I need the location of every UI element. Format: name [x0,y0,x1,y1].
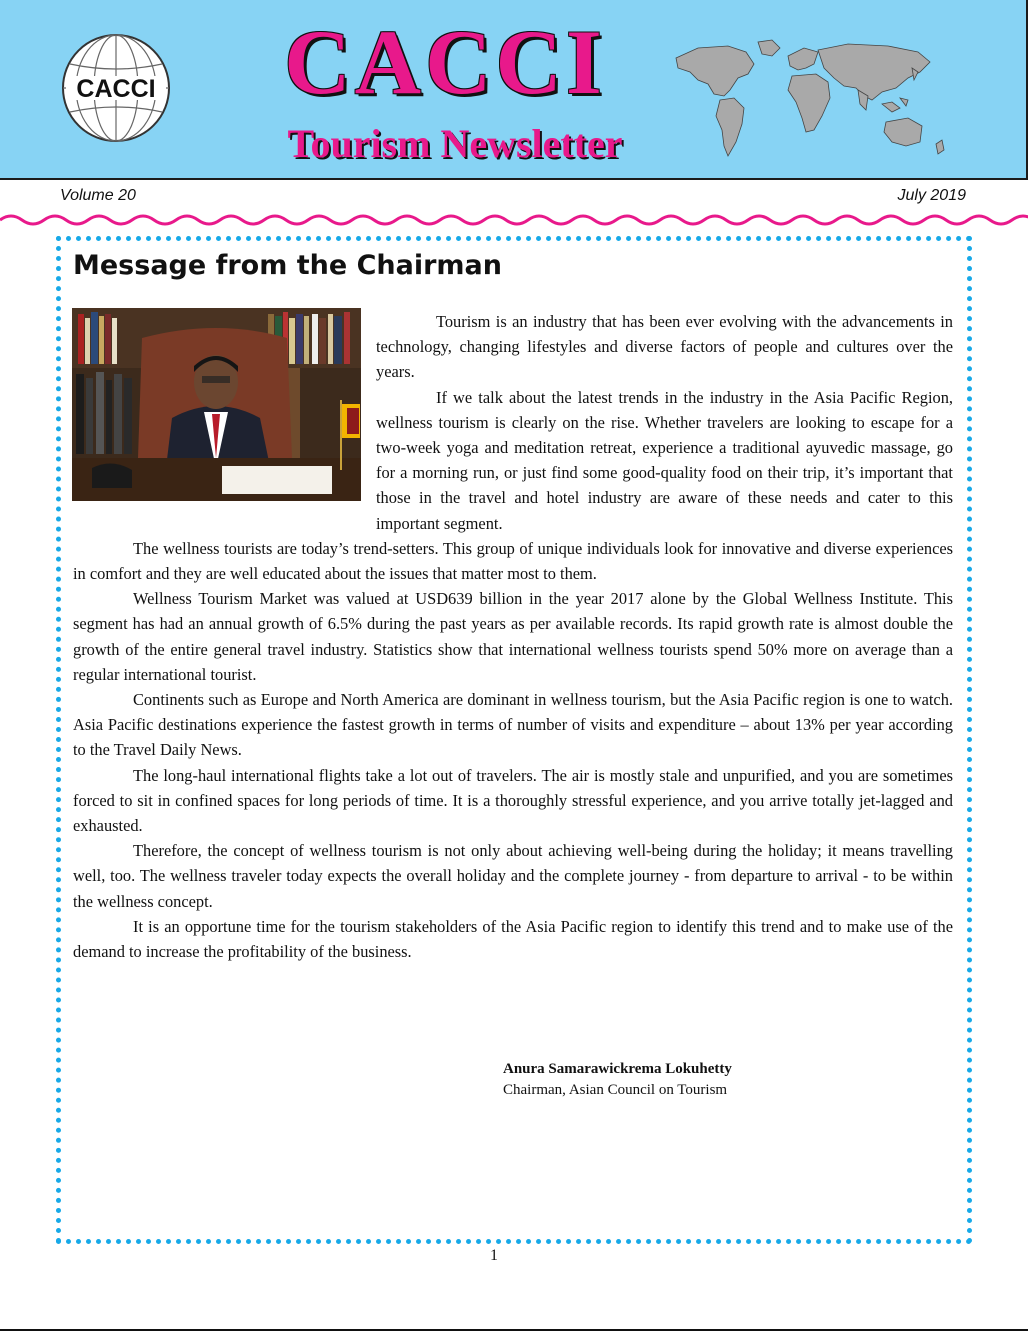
article-paragraph: Continents such as Europe and North America are dominant in wellness tourism, but the Asia Pacific region is one to watch. Asia Pacific destinations experience the fastest growth in terms of number of visits and expenditure – about 13% per year according to the Travel Daily News. [73,690,953,760]
newsletter-title: CACCI [284,11,606,113]
article-paragraph: If we talk about the latest trends in the industry in the Asia Pacific Region, wellness tourism is clearly on the rise. Whether travelers are looking to escape for a two-week yoga and meditation retreat, experience a traditional ayuvedic massage, go for a morning run, or just find some good-quality food on their trip, it’s important that those in the travel and hotel industry are aware of these needs and cater to this important segment. [376,387,953,533]
signature-title: Chairman, Asian Council on Tourism [503,1082,728,1098]
world-map-graphic [668,38,958,168]
newsletter-subtitle: Tourism Newsletter [287,121,623,166]
header-banner [0,0,1028,180]
signature-name: Anura Samarawickrema Lokuhetty [503,1061,732,1077]
article-paragraph: The wellness tourists are today’s trend-setters. This group of unique individuals look for innovative and diverse experiences in comfort and they are well educated about the issues that matter most to them. [73,538,953,584]
article-body [73,309,953,964]
volume-label: Volume 20 [60,187,136,204]
article-heading: Message from the Chairman [73,250,502,281]
article-paragraph: It is an opportune time for the tourism stakeholders of the Asia Pacific region to identify this trend and to make use of the demand to increase the profitability of the business. [73,916,953,962]
page-number: 1 [490,1247,498,1264]
article-paragraph: The long-haul international flights take a lot out of travelers. The air is mostly stale and unpurified, and you are sometimes forced to sit in confined spaces for long periods of time. It is a thoroughly stressful experience, and you arrive totally jet-lagged and exhausted. [73,765,953,836]
article-paragraph: Therefore, the concept of wellness tourism is not only about achieving well-being during the holiday; it means travelling well, too. The wellness traveler today expects the overall holiday and the complete journey - from departure to arrival - to be within the wellness concept. [73,841,953,911]
photo-text-wrap-spacer [73,309,376,523]
decorative-wave-divider [0,210,1028,230]
logo-text: CACCI [76,75,156,103]
article-paragraph: Tourism is an industry that has been ever evolving with the advancements in technology, changing lifestyles and diverse factors of people and cultures over the years. [376,312,953,382]
bottom-rule [0,1329,1028,1331]
article-paragraph: Wellness Tourism Market was valued at USD639 billion in the year 2017 alone by the Global Wellness Institute. This segment has had an annual growth of 6.5% during the past years as per available records. Its rapid growth rate is almost double the growth of the entire general travel industry. Statistics show that international wellness tourists spend 50% more on average than a regular international tourist. [73,589,953,684]
cacci-globe-logo [60,32,172,144]
issue-date: July 2019 [897,187,966,204]
